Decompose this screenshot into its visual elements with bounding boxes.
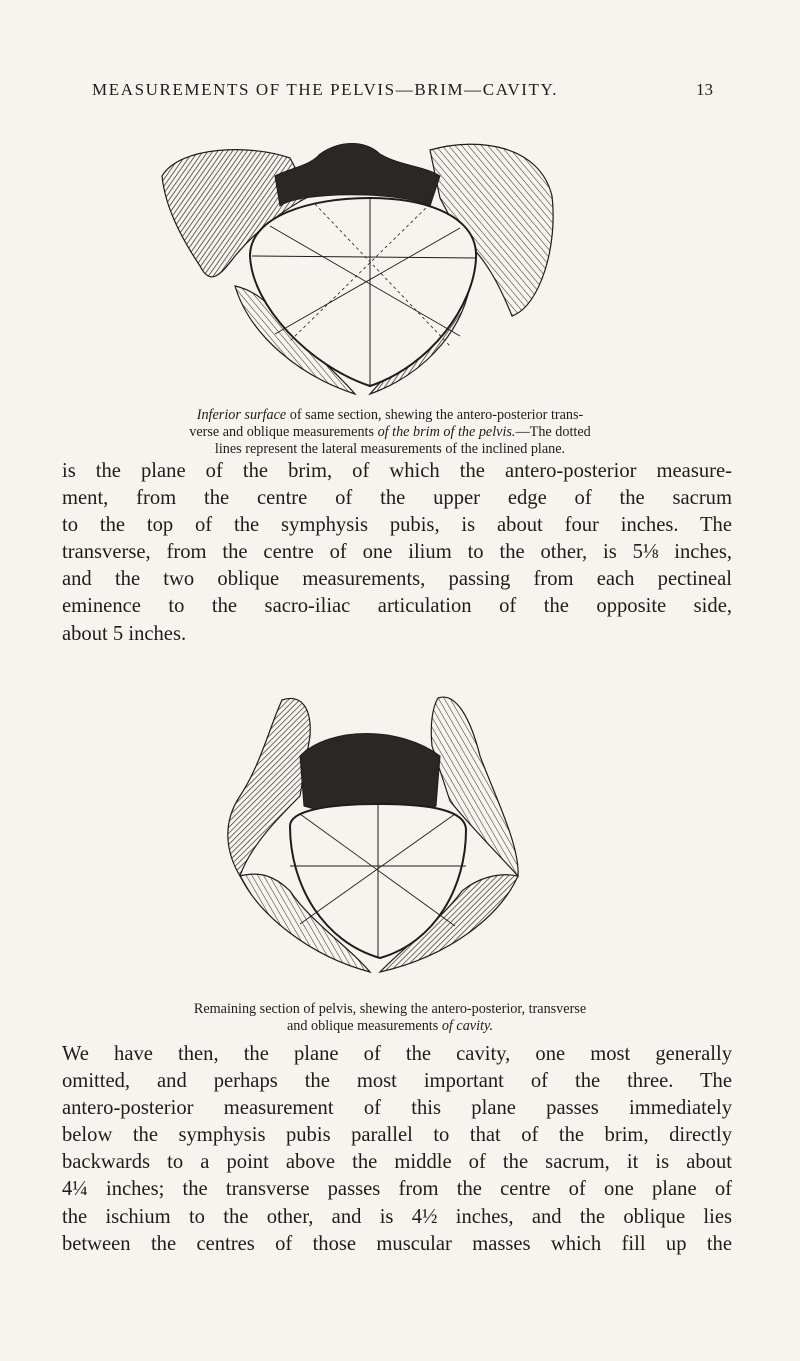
paragraph-cavity	[62, 1041, 732, 1258]
page-number: 13	[696, 80, 713, 99]
text-line: is the plane of the brim, of which the antero-posterior measure-	[62, 460, 732, 482]
running-head: MEASUREMENTS OF THE PELVIS—BRIM—CAVITY.	[92, 80, 559, 99]
paragraph-brim	[62, 458, 732, 648]
figure-2-caption	[104, 1001, 676, 1035]
text-line: below the symphysis pubis parallel to that of the brim, directly	[62, 1124, 732, 1147]
text-line: to the top of the symphysis pubis, is about four inches. The	[62, 514, 732, 537]
caption-text: of same section, shewing the antero-posterior trans-	[286, 407, 584, 423]
pelvis-cavity-engraving	[200, 686, 530, 980]
caption-emphasis: of the brim of the pelvis.	[377, 424, 516, 440]
text-line: eminence to the sacro-iliac articulation of the opposite side,	[62, 595, 732, 618]
caption-text: —The dotted	[515, 424, 591, 440]
text-line: antero-posterior measurement of this plane passes immediately	[62, 1097, 732, 1120]
text-line: the ischium to the other, and is 4½ inches, and the oblique lies	[62, 1205, 732, 1228]
caption-text: lines represent the lateral measurements of the inclined plane.	[214, 441, 566, 457]
text-line: between the centres of those muscular masses which fill up the	[62, 1232, 732, 1255]
caption-text: Remaining section of pelvis, shewing the antero-posterior, transverse	[193, 1001, 587, 1017]
caption-text: and oblique measurements	[286, 1018, 442, 1034]
text-line: 4¼ inches; the transverse passes from the centre of one plane of	[62, 1178, 732, 1201]
pelvis-brim-engraving	[140, 136, 560, 398]
text-line: about 5 inches.	[62, 622, 187, 645]
text-line: transverse, from the centre of one ilium to the other, is 5⅛ inches,	[62, 541, 732, 564]
text-line: We have then, the plane of the cavity, one most generally	[62, 1043, 732, 1065]
pelvis-brim-figure	[140, 136, 560, 398]
pelvis-cavity-figure	[200, 686, 530, 980]
caption-emphasis: Inferior surface	[196, 407, 287, 423]
text-line: backwards to a point above the middle of the sacrum, it is about	[62, 1151, 732, 1174]
figure-1-caption	[104, 407, 676, 458]
caption-text: verse and oblique measurements	[189, 424, 378, 440]
caption-emphasis: of cavity.	[441, 1018, 494, 1034]
text-line: ment, from the centre of the upper edge of the sacrum	[62, 487, 732, 510]
text-line: omitted, and perhaps the most important of the three. The	[62, 1070, 732, 1093]
text-line: and the two oblique measurements, passing from each pectineal	[62, 568, 732, 591]
